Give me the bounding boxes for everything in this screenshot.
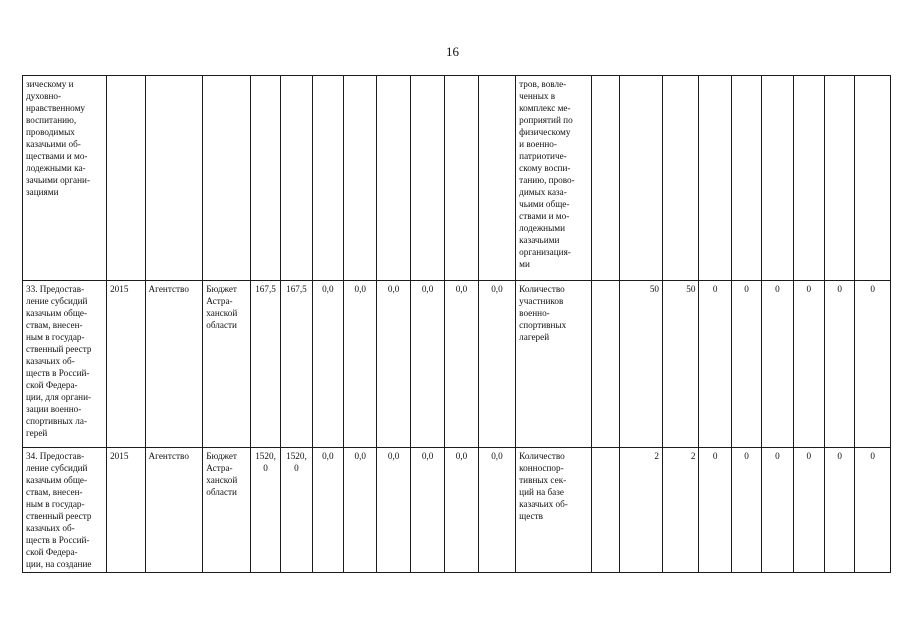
- target-value-cell: 0: [699, 448, 731, 573]
- target-value-cell: 0: [699, 281, 731, 448]
- funding-value-cell: 167,5: [281, 281, 312, 448]
- target-value-cell: 0: [762, 281, 793, 448]
- funding-value-cell: [478, 76, 515, 281]
- target-value-cell: 0: [731, 448, 761, 573]
- activity-name-cell: 34. Предостав- ление субсидий казачьим обще- ствам, внесен- ным в государ- ственный реестр казачьих об- ществ в Россий- ской Федера- ции, на создание: [23, 448, 107, 573]
- target-value-cell: [663, 76, 699, 281]
- funding-value-cell: 0,0: [410, 281, 444, 448]
- funding-value-cell: 0,0: [312, 281, 343, 448]
- page-number: 16: [446, 44, 459, 59]
- executor-cell: Агентство: [145, 281, 203, 448]
- target-value-cell: [699, 76, 731, 281]
- year-cell: 2015: [107, 448, 145, 573]
- funding-value-cell: 167,5: [250, 281, 280, 448]
- funding-value-cell: [281, 76, 312, 281]
- target-value-cell: 2: [620, 448, 663, 573]
- funding-value-cell: 0,0: [445, 281, 478, 448]
- target-value-cell: 0: [793, 281, 824, 448]
- target-value-cell: [731, 76, 761, 281]
- funding-value-cell: [344, 76, 377, 281]
- target-value-cell: [855, 76, 891, 281]
- funding-value-cell: 0,0: [478, 281, 515, 448]
- funding-value-cell: 0,0: [344, 281, 377, 448]
- target-value-cell: 0: [855, 448, 891, 573]
- funding-source-cell: Бюджет Астра- ханской области: [203, 281, 251, 448]
- indicator-cell: Количество участников военно- спортивных лагерей: [516, 281, 592, 448]
- activity-name-cell: 33. Предостав- ление субсидий казачьим обще- ствам, внесен- ным в государ- ственный реестр казачьих об- ществ в Россий- ской Федера- ции, для органи- зации военно- спортивных ла- герей: [23, 281, 107, 448]
- funding-value-cell: 0,0: [478, 448, 515, 573]
- funding-value-cell: [312, 76, 343, 281]
- funding-value-cell: [410, 76, 444, 281]
- table-row: [23, 281, 891, 448]
- indicator-cell: Количество конноспор- тивных сек- ций на базе казачьих об- ществ: [516, 448, 592, 573]
- funding-value-cell: 1520,0: [281, 448, 312, 573]
- year-cell: 2015: [107, 281, 145, 448]
- unit-cell: [592, 76, 620, 281]
- target-value-cell: 0: [762, 448, 793, 573]
- funding-value-cell: 0,0: [377, 281, 410, 448]
- funding-source-cell: [203, 76, 251, 281]
- target-value-cell: [793, 76, 824, 281]
- target-value-cell: [762, 76, 793, 281]
- target-value-cell: [620, 76, 663, 281]
- funding-value-cell: [250, 76, 280, 281]
- target-value-cell: 0: [825, 448, 855, 573]
- target-value-cell: 50: [620, 281, 663, 448]
- target-value-cell: 0: [793, 448, 824, 573]
- target-value-cell: 0: [731, 281, 761, 448]
- program-activities-table: [22, 75, 891, 573]
- table-row: [23, 76, 891, 281]
- executor-cell: Агентство: [145, 448, 203, 573]
- funding-value-cell: [377, 76, 410, 281]
- unit-cell: [592, 448, 620, 573]
- funding-value-cell: 0,0: [312, 448, 343, 573]
- funding-value-cell: 0,0: [410, 448, 444, 573]
- target-value-cell: 0: [825, 281, 855, 448]
- funding-value-cell: 0,0: [344, 448, 377, 573]
- funding-value-cell: [445, 76, 478, 281]
- unit-cell: [592, 281, 620, 448]
- year-cell: [107, 76, 145, 281]
- funding-value-cell: 0,0: [445, 448, 478, 573]
- funding-value-cell: 1520,0: [250, 448, 280, 573]
- funding-source-cell: Бюджет Астра- ханской области: [203, 448, 251, 573]
- target-value-cell: 0: [855, 281, 891, 448]
- target-value-cell: [825, 76, 855, 281]
- table-row: [23, 448, 891, 573]
- target-value-cell: 50: [663, 281, 699, 448]
- activity-name-cell: зическому и духовно- нравственному воспитанию, проводимых казачьими об- ществами и мо- лодежными ка- зачьими органи- зациями: [23, 76, 107, 281]
- executor-cell: [145, 76, 203, 281]
- funding-value-cell: 0,0: [377, 448, 410, 573]
- target-value-cell: 2: [663, 448, 699, 573]
- indicator-cell: тров, вовле- ченных в комплекс ме- роприятий по физическому и военно- патриотиче- скому воспи- танию, прово- димых каза- чьими обще- ствами и мо- лодежными казачьими организация- ми: [516, 76, 592, 281]
